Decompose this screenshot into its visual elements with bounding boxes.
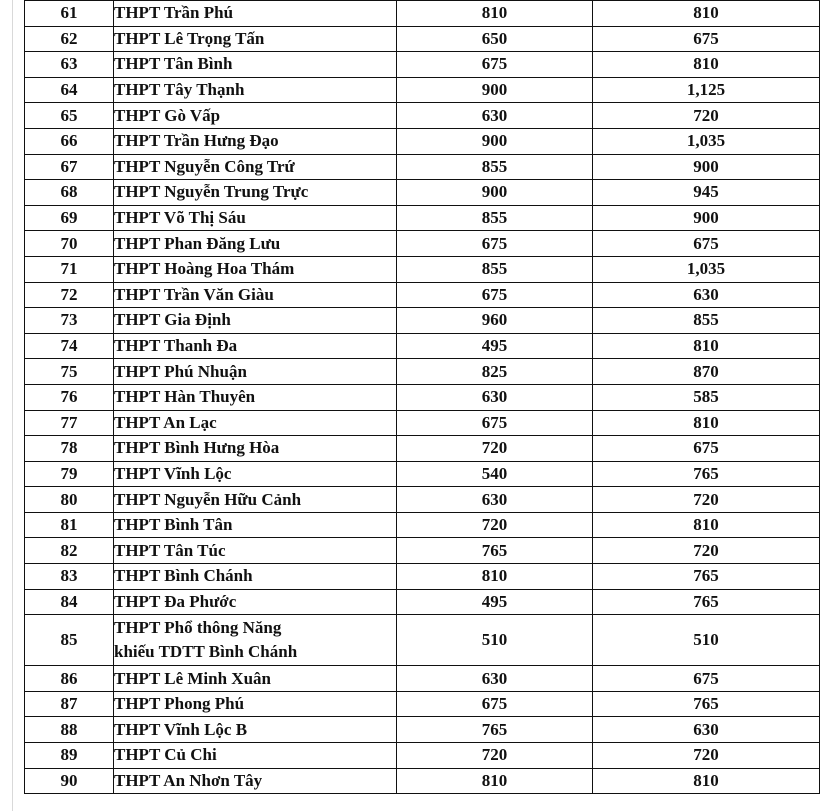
cell-value-2[interactable]: 1,035 <box>593 256 820 282</box>
cell-value-1[interactable]: 630 <box>397 666 593 692</box>
table-row[interactable] <box>25 333 820 359</box>
cell-value-2[interactable]: 900 <box>593 205 820 231</box>
table-row[interactable] <box>25 487 820 513</box>
school-name-line: THPT Lê Trọng Tấn <box>114 28 265 48</box>
cell-school-name[interactable] <box>114 154 397 180</box>
cell-value-1[interactable]: 495 <box>397 589 593 615</box>
cell-value-2[interactable]: 720 <box>593 743 820 769</box>
cell-value-2[interactable]: 765 <box>593 461 820 487</box>
cell-school-name[interactable] <box>114 589 397 615</box>
table-row[interactable] <box>25 128 820 154</box>
table-row[interactable] <box>25 26 820 52</box>
cell-school-name[interactable] <box>114 538 397 564</box>
cell-value-2[interactable]: 1,125 <box>593 77 820 103</box>
table-row[interactable] <box>25 666 820 692</box>
table-row[interactable] <box>25 384 820 410</box>
cell-value-2[interactable]: 765 <box>593 564 820 590</box>
cell-value-1[interactable]: 810 <box>397 1 593 27</box>
cell-value-1[interactable]: 675 <box>397 52 593 78</box>
cell-value-1[interactable]: 495 <box>397 333 593 359</box>
table-row[interactable] <box>25 589 820 615</box>
cell-value-2[interactable]: 855 <box>593 308 820 334</box>
school-name-line: khiếu TDTT Bình Chánh <box>114 642 298 662</box>
table-row[interactable] <box>25 103 820 129</box>
cell-value-2[interactable]: 510 <box>593 615 820 666</box>
table-row[interactable] <box>25 768 820 794</box>
school-name-line: THPT Bình Tân <box>114 515 233 535</box>
cell-index[interactable]: 76 <box>25 384 114 410</box>
cell-value-2[interactable]: 810 <box>593 333 820 359</box>
table-row[interactable] <box>25 154 820 180</box>
cell-index[interactable]: 65 <box>25 103 114 129</box>
cell-value-2[interactable]: 945 <box>593 180 820 206</box>
cell-index[interactable]: 77 <box>25 410 114 436</box>
cell-index[interactable]: 85 <box>25 615 114 666</box>
cell-value-2[interactable]: 675 <box>593 436 820 462</box>
cell-value-2[interactable]: 870 <box>593 359 820 385</box>
table-row[interactable] <box>25 77 820 103</box>
table-row[interactable] <box>25 180 820 206</box>
cell-school-name[interactable] <box>114 52 397 78</box>
cell-value-1[interactable]: 675 <box>397 410 593 436</box>
table-row[interactable] <box>25 691 820 717</box>
cell-value-1[interactable]: 650 <box>397 26 593 52</box>
cell-index[interactable]: 72 <box>25 282 114 308</box>
cell-index[interactable]: 62 <box>25 26 114 52</box>
table-row[interactable] <box>25 52 820 78</box>
cell-value-2[interactable]: 1,035 <box>593 128 820 154</box>
table-row[interactable] <box>25 538 820 564</box>
cell-value-1[interactable]: 720 <box>397 436 593 462</box>
cell-school-name[interactable] <box>114 512 397 538</box>
cell-school-name[interactable] <box>114 384 397 410</box>
table-row[interactable] <box>25 256 820 282</box>
school-name-line: THPT Hàn Thuyên <box>114 387 256 407</box>
table-row[interactable] <box>25 359 820 385</box>
school-name-line: THPT An Nhơn Tây <box>114 770 263 790</box>
cell-value-1[interactable]: 825 <box>397 359 593 385</box>
school-name-line: THPT Phong Phú <box>114 694 245 714</box>
cell-school-name[interactable] <box>114 1 397 27</box>
cell-school-name[interactable] <box>114 487 397 513</box>
cell-value-2[interactable]: 720 <box>593 538 820 564</box>
school-name-line: THPT Bình Hưng Hòa <box>114 438 280 458</box>
cell-school-name[interactable] <box>114 717 397 743</box>
table-row[interactable] <box>25 564 820 590</box>
cell-value-1[interactable]: 540 <box>397 461 593 487</box>
cell-index[interactable]: 88 <box>25 717 114 743</box>
school-name-line: THPT Phổ thông Năng <box>114 618 282 638</box>
cell-index[interactable]: 68 <box>25 180 114 206</box>
school-name-line: THPT Tân Túc <box>114 540 226 560</box>
cell-value-2[interactable]: 810 <box>593 1 820 27</box>
cell-school-name[interactable] <box>114 691 397 717</box>
cell-school-name[interactable] <box>114 180 397 206</box>
cell-value-1[interactable]: 855 <box>397 256 593 282</box>
cell-index[interactable]: 75 <box>25 359 114 385</box>
cell-school-name[interactable] <box>114 231 397 257</box>
cell-school-name[interactable] <box>114 308 397 334</box>
cell-index[interactable]: 87 <box>25 691 114 717</box>
table-row[interactable] <box>25 717 820 743</box>
cell-school-name[interactable] <box>114 256 397 282</box>
cell-index[interactable]: 69 <box>25 205 114 231</box>
cell-index[interactable]: 83 <box>25 564 114 590</box>
cell-index[interactable]: 71 <box>25 256 114 282</box>
cell-index[interactable]: 67 <box>25 154 114 180</box>
school-name-line: THPT Thanh Đa <box>114 336 238 356</box>
cell-index[interactable]: 78 <box>25 436 114 462</box>
cell-index[interactable]: 79 <box>25 461 114 487</box>
table-row[interactable] <box>25 282 820 308</box>
cell-value-2[interactable]: 810 <box>593 768 820 794</box>
table-row[interactable] <box>25 512 820 538</box>
school-name-line: THPT Tân Bình <box>114 54 233 74</box>
cell-school-name[interactable] <box>114 436 397 462</box>
cell-value-1[interactable]: 630 <box>397 384 593 410</box>
cell-index[interactable]: 70 <box>25 231 114 257</box>
school-name-line: THPT Vĩnh Lộc <box>114 463 232 483</box>
table-row[interactable] <box>25 615 820 666</box>
cell-value-1[interactable]: 720 <box>397 512 593 538</box>
school-name-line: THPT Võ Thị Sáu <box>114 208 246 228</box>
cell-school-name[interactable] <box>114 461 397 487</box>
cell-school-name[interactable] <box>114 743 397 769</box>
table-row[interactable] <box>25 461 820 487</box>
cell-value-1[interactable]: 855 <box>397 205 593 231</box>
table-row[interactable] <box>25 436 820 462</box>
school-name-line: THPT Gia Định <box>114 310 231 330</box>
cell-value-1[interactable]: 900 <box>397 180 593 206</box>
cell-value-1[interactable]: 675 <box>397 231 593 257</box>
cell-index[interactable]: 61 <box>25 1 114 27</box>
cell-value-1[interactable]: 900 <box>397 128 593 154</box>
cell-school-name[interactable] <box>114 26 397 52</box>
cell-value-2[interactable]: 810 <box>593 512 820 538</box>
cell-value-2[interactable]: 720 <box>593 103 820 129</box>
school-name-line: THPT Hoàng Hoa Thám <box>114 259 295 279</box>
school-name-line: THPT Đa Phước <box>114 591 237 611</box>
cell-index[interactable]: 86 <box>25 666 114 692</box>
cell-value-2[interactable]: 765 <box>593 589 820 615</box>
table-row[interactable] <box>25 410 820 436</box>
cell-index[interactable]: 74 <box>25 333 114 359</box>
cell-school-name[interactable] <box>114 768 397 794</box>
cell-index[interactable]: 64 <box>25 77 114 103</box>
school-table <box>24 0 820 794</box>
cell-value-2[interactable]: 675 <box>593 231 820 257</box>
cell-value-1[interactable]: 720 <box>397 743 593 769</box>
cell-value-1[interactable]: 900 <box>397 77 593 103</box>
table-row[interactable] <box>25 205 820 231</box>
cell-school-name[interactable] <box>114 128 397 154</box>
cell-index[interactable]: 66 <box>25 128 114 154</box>
cell-value-1[interactable]: 855 <box>397 154 593 180</box>
table-row[interactable] <box>25 743 820 769</box>
cell-school-name[interactable] <box>114 615 397 666</box>
cell-index[interactable]: 63 <box>25 52 114 78</box>
school-name-line: THPT Củ Chi <box>114 745 217 765</box>
cell-value-2[interactable]: 675 <box>593 666 820 692</box>
cell-value-1[interactable]: 765 <box>397 538 593 564</box>
cell-value-1[interactable]: 630 <box>397 103 593 129</box>
cell-school-name[interactable] <box>114 77 397 103</box>
cell-value-2[interactable]: 810 <box>593 410 820 436</box>
table-row[interactable] <box>25 231 820 257</box>
cell-index[interactable]: 89 <box>25 743 114 769</box>
school-name-line: THPT Trần Phú <box>114 3 234 23</box>
school-name-line: THPT Nguyễn Hữu Cảnh <box>114 489 302 509</box>
cell-index[interactable]: 82 <box>25 538 114 564</box>
cell-value-2[interactable]: 720 <box>593 487 820 513</box>
school-name-line: THPT Vĩnh Lộc B <box>114 719 248 739</box>
school-name-line: THPT Nguyễn Trung Trực <box>114 182 309 202</box>
cell-value-2[interactable]: 900 <box>593 154 820 180</box>
school-name-line: THPT Tây Thạnh <box>114 80 245 100</box>
cell-school-name[interactable] <box>114 282 397 308</box>
sheet-gridline <box>12 0 13 811</box>
cell-value-2[interactable]: 585 <box>593 384 820 410</box>
cell-school-name[interactable] <box>114 564 397 590</box>
cell-value-1[interactable]: 675 <box>397 691 593 717</box>
school-name-line: THPT An Lạc <box>114 412 217 432</box>
school-name-line: THPT Gò Vấp <box>114 105 221 125</box>
cell-school-name[interactable] <box>114 205 397 231</box>
school-name-line: THPT Nguyễn Công Trứ <box>114 156 295 176</box>
cell-value-1[interactable]: 765 <box>397 717 593 743</box>
school-table-body <box>25 1 820 794</box>
cell-index[interactable]: 81 <box>25 512 114 538</box>
cell-index[interactable]: 90 <box>25 768 114 794</box>
cell-school-name[interactable] <box>114 103 397 129</box>
cell-value-2[interactable]: 630 <box>593 717 820 743</box>
school-name-line: THPT Trần Hưng Đạo <box>114 131 279 151</box>
cell-value-2[interactable]: 765 <box>593 691 820 717</box>
cell-school-name[interactable] <box>114 666 397 692</box>
cell-school-name[interactable] <box>114 410 397 436</box>
school-name-line: THPT Bình Chánh <box>114 566 253 586</box>
cell-index[interactable]: 73 <box>25 308 114 334</box>
cell-value-1[interactable]: 510 <box>397 615 593 666</box>
school-name-line: THPT Lê Minh Xuân <box>114 668 271 688</box>
cell-value-2[interactable]: 810 <box>593 52 820 78</box>
school-name-line: THPT Phan Đăng Lưu <box>114 233 281 253</box>
cell-index[interactable]: 80 <box>25 487 114 513</box>
cell-value-1[interactable]: 810 <box>397 768 593 794</box>
cell-index[interactable]: 84 <box>25 589 114 615</box>
cell-value-2[interactable]: 675 <box>593 26 820 52</box>
cell-school-name[interactable] <box>114 359 397 385</box>
school-name-line: THPT Trần Văn Giàu <box>114 284 274 304</box>
school-name-line: THPT Phú Nhuận <box>114 361 247 381</box>
cell-school-name[interactable] <box>114 333 397 359</box>
cell-value-1[interactable]: 630 <box>397 487 593 513</box>
cell-value-1[interactable]: 960 <box>397 308 593 334</box>
table-row[interactable] <box>25 1 820 27</box>
cell-value-2[interactable]: 630 <box>593 282 820 308</box>
cell-value-1[interactable]: 675 <box>397 282 593 308</box>
table-row[interactable] <box>25 308 820 334</box>
cell-value-1[interactable]: 810 <box>397 564 593 590</box>
